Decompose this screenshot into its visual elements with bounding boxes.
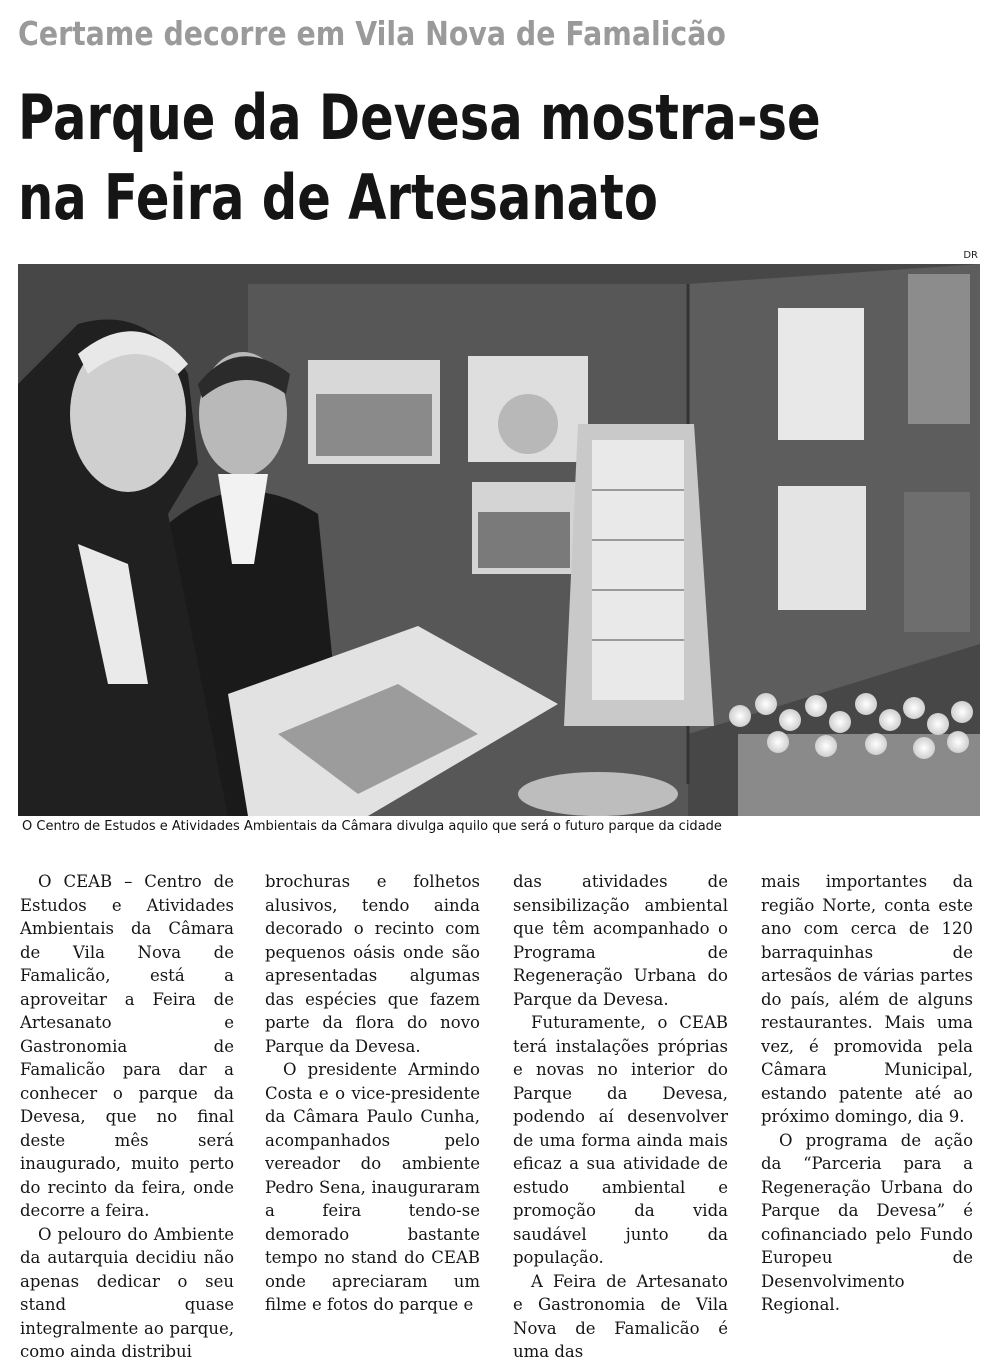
headline-line-1: Parque da Devesa mostra-se — [18, 81, 821, 154]
photo-credit: DR — [963, 250, 978, 261]
article-paragraph: mais importantes da região Norte, conta este ano com cerca de 120 barraquinhas de artesãos de várias partes do país, além de alguns restaurantes. Mais uma vez, é promovida pela Câmara Municipal, estando patente até ao próximo domingo, dia 9. — [761, 872, 973, 1126]
article-paragraph: O presidente Armindo Costa e o vice-presidente da Câmara Paulo Cunha, acompanhados pelo vereador do ambiente Pedro Sena, inauguraram a feira tendo-se demorado bastante tempo no stand do CEAB onde apreciaram um filme e fotos do parque e — [265, 1060, 480, 1314]
article-paragraph: O pelouro do Ambiente da autarquia decidiu não apenas dedicar o seu stand quase integralmente ao parque, como ainda distribui — [20, 1224, 234, 1361]
article-column-3 — [513, 870, 728, 1364]
photo-caption: O Centro de Estudos e Atividades Ambientais da Câmara divulga aquilo que será o futuro parque da cidade — [22, 819, 722, 834]
stand-scene-illustration — [18, 264, 980, 816]
article-column-1 — [20, 870, 234, 1364]
article-paragraph: brochuras e folhetos alusivos, tendo ainda decorado o recinto com pequenos oásis onde são apresentadas algumas das espécies que fazem parte da flora do novo Parque da Devesa. — [265, 872, 480, 1056]
article-column-2 — [265, 870, 480, 1317]
article-kicker: Certame decorre em Vila Nova de Famalicão — [18, 14, 726, 53]
article-paragraph: O CEAB – Centro de Estudos e Atividades Ambientais da Câmara de Vila Nova de Famalicão, está a aproveitar a Feira de Artesanato e Gastronomia de Famalicão para dar a conhecer o parque da Devesa, que no final deste mês será inaugurado, muito perto do recinto da feira, onde decorre a feira. — [20, 872, 234, 1220]
article-paragraph: A Feira de Artesanato e Gastronomia de Vila Nova de Famalicão é uma das — [513, 1271, 728, 1361]
article-headline — [18, 78, 821, 238]
headline-line-2: na Feira de Artesanato — [18, 161, 658, 234]
article-column-4 — [761, 870, 973, 1317]
article-paragraph: Futuramente, o CEAB terá instalações próprias e novas no interior do Parque da Devesa, podendo aí desenvolver de uma forma ainda mais eficaz a sua atividade de estudo ambiental e promoção da vida saudável junto da população. — [513, 1013, 728, 1267]
article-paragraph: das atividades de sensibilização ambiental que têm acompanhado o Programa de Regeneração Urbana do Parque da Devesa. — [513, 872, 728, 1009]
article-paragraph: O programa de ação da “Parceria para a Regeneração Urbana do Parque da Devesa” é cofinanciado pelo Fundo Europeu de Desenvolvimento Regional. — [761, 1130, 973, 1314]
article-photo — [18, 264, 980, 816]
